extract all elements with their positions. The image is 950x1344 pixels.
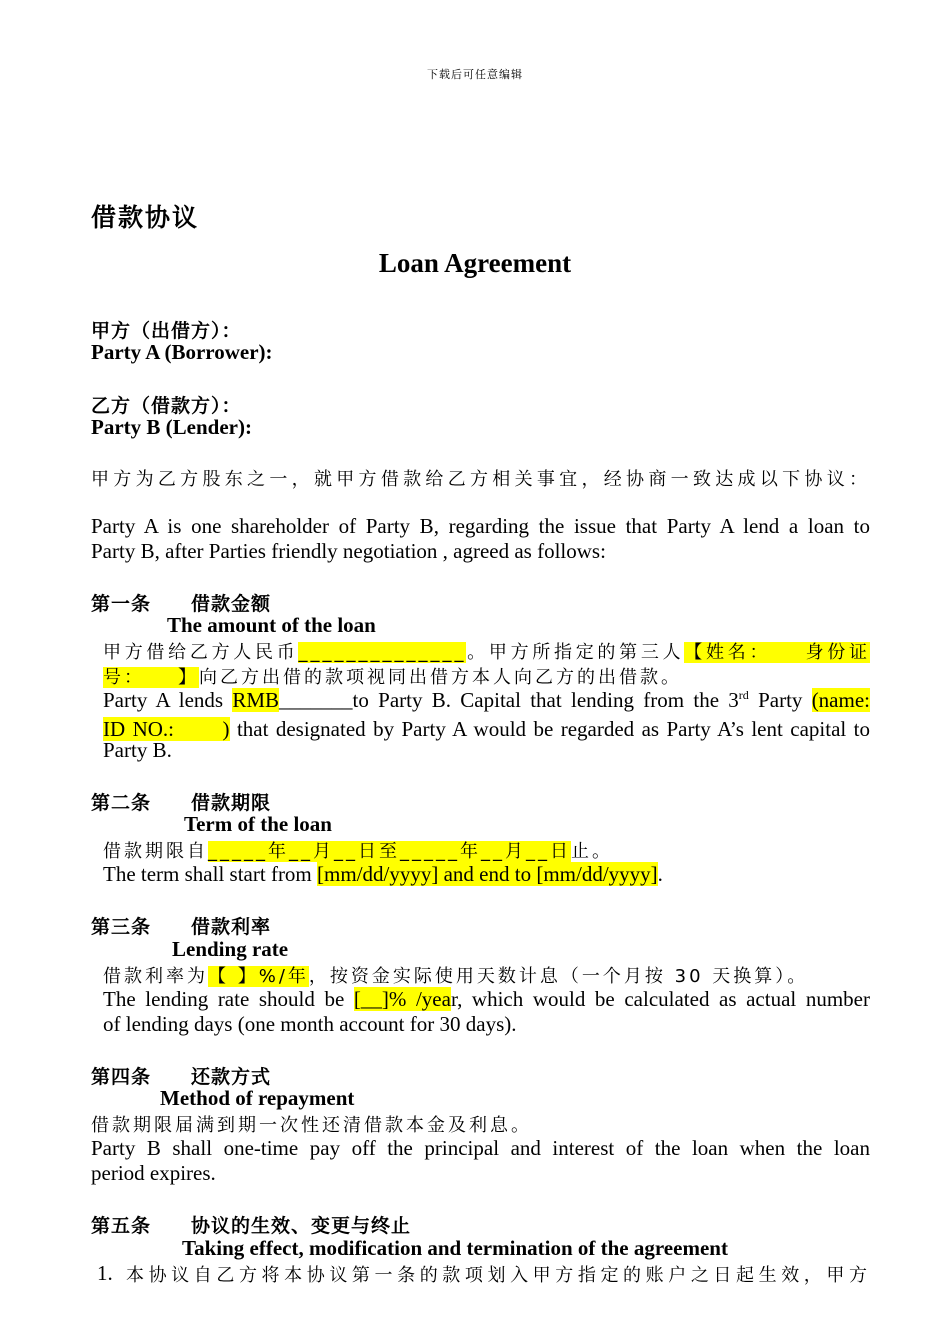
article1-title-cn: 借款金额 xyxy=(191,593,272,615)
article1-heading xyxy=(91,589,271,616)
article3-heading xyxy=(91,912,271,939)
article2-en: The term shall start from [mm/dd/yyyy] and end to [mm/dd/yyyy]. xyxy=(103,862,663,886)
article3-cn: 借款利率为【 】%/年，按资金实际使用天数计息（一个月按 30 天换算）。 xyxy=(103,966,809,987)
party-b-label-cn: 乙方（借款方）： xyxy=(91,395,242,417)
article3-title-cn: 借款利率 xyxy=(191,916,272,938)
article1-title-en: The amount of the loan xyxy=(167,613,376,637)
article5-number: 第五条 xyxy=(91,1215,152,1237)
article3-en-line2: of lending days (one month account for 30 days). xyxy=(103,1012,517,1036)
article3-en-line1: The lending rate should be [__]% /year, which would be calculated as actual number xyxy=(103,987,870,1011)
term-dates-blank: _____年__月__日至_____年__月__日 xyxy=(208,841,571,862)
article5-item1-number: 1. xyxy=(97,1261,113,1285)
article5-title-en: Taking effect, modification and termination of the agreement xyxy=(182,1236,728,1260)
article3-number: 第三条 xyxy=(91,916,152,938)
article1-en-line3: Party B. xyxy=(103,738,172,762)
preamble-en-line2: Party B, after Parties friendly negotiation , agreed as follows: xyxy=(91,539,606,563)
amount-blank: ______________ xyxy=(298,642,467,663)
article5-title-cn: 协议的生效、变更与终止 xyxy=(191,1215,412,1237)
page-header-note: 下载后可任意编辑 xyxy=(427,68,523,81)
article4-title-en: Method of repayment xyxy=(160,1086,355,1110)
article4-en-line1: Party B shall one-time pay off the principal and interest of the loan when the loan xyxy=(91,1136,870,1160)
title-english: Loan Agreement xyxy=(378,248,572,278)
article2-cn: 借款期限自_____年__月__日至_____年__月__日止。 xyxy=(103,841,613,862)
third-party-name-blank: 【姓名： 身份证 xyxy=(684,642,871,663)
article4-en-line2: period expires. xyxy=(91,1161,216,1185)
rate-blank: 【 】%/年 xyxy=(208,966,309,987)
article1-en-line1: Party A lends RMB_______to Party B. Capital that lending from the 3rd Party (name: xyxy=(103,688,870,712)
party-b-label-en: Party B (Lender): xyxy=(91,415,252,439)
article1-cn-line1: 甲方借给乙方人民币______________。甲方所指定的第三人【姓名： 身份证 xyxy=(103,642,871,663)
article1-en-line2: ID NO.: ) that designated by Party A would be regarded as Party A’s lent capital to xyxy=(103,717,870,741)
article5-heading xyxy=(91,1211,411,1238)
article3-title-en: Lending rate xyxy=(172,937,289,961)
article2-title-cn: 借款期限 xyxy=(191,792,272,814)
article1-number: 第一条 xyxy=(91,593,152,615)
article1-cn-line2: 号： 】向乙方出借的款项视同出借方本人向乙方的出借款。 xyxy=(103,667,682,688)
preamble-en-line1: Party A is one shareholder of Party B, regarding the issue that Party A lend a loan to xyxy=(91,514,870,538)
id-number-blank: 号： 】 xyxy=(103,667,199,688)
preamble-cn: 甲方为乙方股东之一，就甲方借款给乙方相关事宜，经协商一致达成以下协议： xyxy=(91,469,870,490)
party-a-label-en: Party A (Borrower): xyxy=(91,340,273,364)
article2-heading xyxy=(91,788,271,815)
article4-number: 第四条 xyxy=(91,1066,152,1088)
article4-cn: 借款期限届满到期一次性还清借款本金及利息。 xyxy=(91,1115,532,1136)
party-a-label-cn: 甲方（出借方）： xyxy=(91,320,242,342)
article4-heading xyxy=(91,1062,271,1089)
article2-number: 第二条 xyxy=(91,792,152,814)
title-chinese: 借款协议 xyxy=(91,203,200,232)
article2-title-en: Term of the loan xyxy=(184,812,332,836)
article5-item1-cn: 本协议自乙方将本协议第一条的款项划入甲方指定的账户之日起生效，甲方 xyxy=(126,1265,870,1286)
article4-title-cn: 还款方式 xyxy=(191,1066,272,1088)
